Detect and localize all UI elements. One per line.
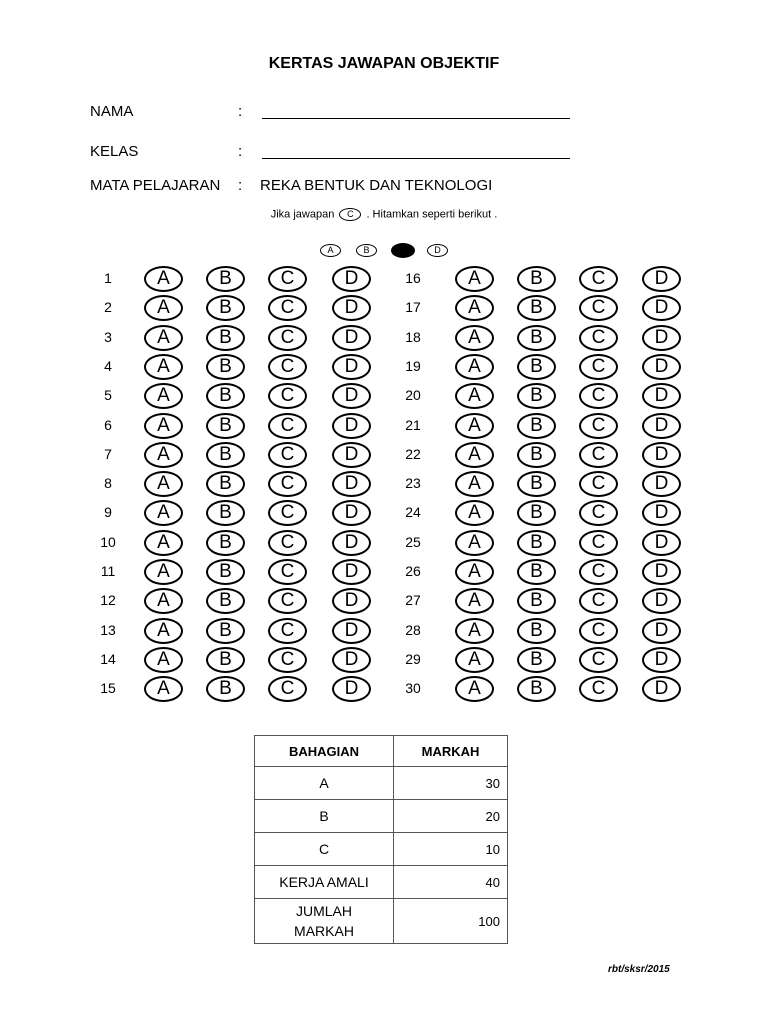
answer-bubble-a[interactable]: A (144, 442, 183, 468)
answer-bubble-b[interactable]: B (206, 442, 245, 468)
answer-bubble-d[interactable]: D (332, 354, 371, 380)
answer-bubble-c[interactable]: C (268, 354, 307, 380)
answer-bubble-c[interactable]: C (268, 559, 307, 585)
answer-bubble-b[interactable]: B (206, 383, 245, 409)
answer-bubble-b[interactable]: B (517, 588, 556, 614)
answer-bubble-d[interactable]: D (332, 413, 371, 439)
marks-value-cell: 100 (394, 899, 508, 944)
answer-bubble-c[interactable]: C (268, 295, 307, 321)
answer-bubble-d[interactable]: D (332, 559, 371, 585)
instruction-after: . Hitamkan seperti berikut . (366, 208, 498, 221)
answer-bubble-c[interactable]: C (268, 413, 307, 439)
answer-bubble-c[interactable]: C (268, 618, 307, 644)
answer-bubble-d[interactable]: D (642, 266, 681, 292)
marks-value-cell: 20 (394, 800, 508, 833)
answer-bubble-a[interactable]: A (144, 295, 183, 321)
answer-bubble-c[interactable]: C (268, 676, 307, 702)
marks-value-cell: 40 (394, 866, 508, 899)
question-number: 16 (405, 270, 421, 286)
class-label: KELAS (90, 143, 139, 160)
answer-bubble-a[interactable]: A (455, 559, 494, 585)
marks-section-cell: C (255, 833, 394, 866)
answer-bubble-b[interactable]: B (517, 618, 556, 644)
answer-bubble-d[interactable]: D (642, 647, 681, 673)
answer-bubble-c[interactable]: C (268, 383, 307, 409)
answer-bubble-b[interactable]: B (517, 647, 556, 673)
answer-bubble-b[interactable]: B (206, 588, 245, 614)
answer-bubble-a[interactable]: A (455, 266, 494, 292)
answer-bubble-c[interactable]: C (579, 266, 618, 292)
question-number: 17 (405, 299, 421, 316)
example-bubble-filled (391, 243, 415, 258)
name-label: NAMA (90, 103, 134, 120)
answer-bubble-b[interactable]: B (206, 266, 245, 292)
answer-bubble-b[interactable]: B (517, 266, 556, 292)
answer-bubble-a[interactable]: A (455, 325, 494, 351)
answer-bubble-a[interactable]: A (455, 500, 494, 526)
question-number: 30 (405, 680, 421, 697)
footer-code: rbt/sksr/2015 (608, 964, 670, 975)
answer-bubble-d[interactable]: D (642, 618, 681, 644)
marks-section-cell: A (255, 767, 394, 800)
answer-bubble-a[interactable]: A (455, 676, 494, 702)
answer-bubble-a[interactable]: A (455, 647, 494, 673)
answer-bubble-a[interactable]: A (144, 676, 183, 702)
question-number: 28 (405, 621, 421, 638)
answer-bubble-d[interactable]: D (642, 530, 681, 556)
answer-bubble-b[interactable]: B (517, 676, 556, 702)
subject-colon: : (238, 177, 243, 194)
answer-bubble-d[interactable]: D (332, 500, 371, 526)
answer-bubble-a[interactable]: A (144, 354, 183, 380)
answer-bubble-b[interactable]: B (206, 295, 245, 321)
answer-bubble-a[interactable]: A (144, 647, 183, 673)
name-field[interactable] (262, 118, 570, 119)
question-number: 22 (405, 445, 421, 462)
question-number: 24 (405, 504, 421, 521)
answer-bubble-a[interactable]: A (144, 413, 183, 439)
instruction-before: Jika jawapan (270, 208, 335, 221)
answer-bubble-d[interactable]: D (332, 588, 371, 614)
answer-bubble-a[interactable]: A (455, 383, 494, 409)
question-number: 6 (104, 416, 112, 433)
answer-bubble-b[interactable]: B (206, 647, 245, 673)
answer-bubble-a[interactable]: A (455, 618, 494, 644)
answer-bubble-a[interactable]: A (455, 354, 494, 380)
marks-section-cell: KERJA AMALI (255, 866, 394, 899)
answer-bubble-d[interactable]: D (642, 500, 681, 526)
answer-bubble-c[interactable]: C (579, 618, 618, 644)
answer-bubble-d[interactable]: D (332, 530, 371, 556)
answer-bubble-b[interactable]: B (517, 559, 556, 585)
answer-bubble-a[interactable]: A (144, 618, 183, 644)
question-number: 23 (405, 475, 421, 492)
answer-bubble-a[interactable]: A (455, 295, 494, 321)
answer-bubble-a[interactable]: A (144, 500, 183, 526)
answer-bubble-d[interactable]: D (332, 618, 371, 644)
answer-bubble-c[interactable]: C (579, 383, 618, 409)
answer-bubble-d[interactable]: D (332, 442, 371, 468)
question-number: 14 (100, 650, 116, 667)
answer-bubble-c[interactable]: C (268, 588, 307, 614)
answer-bubble-d[interactable]: D (332, 676, 371, 702)
question-number: 25 (405, 533, 421, 550)
answer-bubble-c[interactable]: C (579, 295, 618, 321)
question-number: 10 (100, 533, 116, 550)
answer-bubble-b[interactable]: B (206, 325, 245, 351)
answer-bubble-a[interactable]: A (455, 471, 494, 497)
class-colon: : (238, 143, 243, 160)
question-number: 19 (405, 357, 421, 374)
answer-bubble-b[interactable]: B (517, 442, 556, 468)
answer-bubble-d[interactable]: D (332, 266, 371, 292)
question-number: 18 (405, 328, 421, 345)
marks-section-cell: JUMLAH MARKAH (255, 899, 394, 944)
answer-bubble-d[interactable]: D (642, 676, 681, 702)
question-number: 5 (104, 387, 112, 404)
answer-bubble-a[interactable]: A (455, 442, 494, 468)
marks-value-cell: 10 (394, 833, 508, 866)
answer-bubble-c[interactable]: C (579, 676, 618, 702)
answer-bubble-c[interactable]: C (579, 442, 618, 468)
question-number: 11 (100, 563, 116, 579)
answer-bubble-c[interactable]: C (579, 471, 618, 497)
answer-bubble-b[interactable]: B (206, 559, 245, 585)
example-bubble-a: A (320, 244, 341, 257)
answer-bubble-c[interactable]: C (579, 647, 618, 673)
marks-table (254, 735, 508, 944)
marks-header-marks: MARKAH (394, 736, 508, 767)
question-number: 21 (405, 416, 421, 433)
question-number: 15 (100, 680, 116, 697)
answer-bubble-a[interactable]: A (455, 530, 494, 556)
marks-header-section: BAHAGIAN (255, 736, 394, 767)
answer-bubble-b[interactable]: B (517, 354, 556, 380)
answer-bubble-c[interactable]: C (579, 413, 618, 439)
answer-bubble-a[interactable]: A (455, 413, 494, 439)
answer-bubble-c[interactable]: C (268, 266, 307, 292)
answer-bubble-a[interactable]: A (144, 530, 183, 556)
question-number: 8 (104, 475, 112, 492)
marks-value-cell: 30 (394, 767, 508, 800)
answer-bubble-b[interactable]: B (517, 500, 556, 526)
page-title: KERTAS JAWAPAN OBJEKTIF (268, 55, 500, 72)
instruction (0, 208, 768, 221)
example-bubble-d: D (427, 244, 448, 257)
subject-value: REKA BENTUK DAN TEKNOLOGI (260, 177, 493, 194)
answer-bubble-a[interactable]: A (144, 588, 183, 614)
answer-bubble-d[interactable]: D (642, 354, 681, 380)
question-number: 13 (100, 621, 116, 638)
answer-bubble-b[interactable]: B (517, 471, 556, 497)
answer-bubble-c[interactable]: C (579, 325, 618, 351)
answer-bubble-d[interactable]: D (642, 442, 681, 468)
question-number: 20 (405, 387, 421, 404)
class-field[interactable] (262, 158, 570, 159)
answer-bubble-b[interactable]: B (517, 413, 556, 439)
answer-bubble-c[interactable]: C (579, 530, 618, 556)
answer-bubble-d[interactable]: D (332, 295, 371, 321)
answer-bubble-a[interactable]: A (144, 325, 183, 351)
answer-bubble-d[interactable]: D (332, 383, 371, 409)
answer-bubble-b[interactable]: B (206, 618, 245, 644)
example-choice-bubble: C (339, 208, 361, 221)
answer-bubble-d[interactable]: D (332, 647, 371, 673)
answer-bubble-a[interactable]: A (144, 471, 183, 497)
answer-bubble-c[interactable]: C (579, 559, 618, 585)
answer-bubble-d[interactable]: D (642, 325, 681, 351)
answer-bubble-c[interactable]: C (268, 471, 307, 497)
answer-bubble-c[interactable]: C (268, 325, 307, 351)
answer-bubble-d[interactable]: D (642, 295, 681, 321)
answer-bubble-c[interactable]: C (579, 588, 618, 614)
answer-bubble-d[interactable]: D (642, 383, 681, 409)
answer-bubble-c[interactable]: C (579, 354, 618, 380)
answer-bubble-b[interactable]: B (206, 676, 245, 702)
answer-bubble-a[interactable]: A (144, 383, 183, 409)
answer-bubble-c[interactable]: C (579, 500, 618, 526)
answer-bubble-d[interactable]: D (642, 588, 681, 614)
subject-label: MATA PELAJARAN (90, 177, 221, 194)
question-number: 3 (104, 328, 112, 345)
question-number: 29 (405, 650, 421, 667)
answer-bubble-c[interactable]: C (268, 500, 307, 526)
question-number: 12 (100, 592, 116, 609)
answer-bubble-d[interactable]: D (642, 471, 681, 497)
question-number: 1 (104, 270, 112, 286)
answer-bubble-d[interactable]: D (642, 413, 681, 439)
answer-bubble-b[interactable]: B (517, 295, 556, 321)
answer-bubble-a[interactable]: A (455, 588, 494, 614)
answer-bubble-d[interactable]: D (642, 559, 681, 585)
answer-bubble-b[interactable]: B (206, 530, 245, 556)
marks-section-cell: B (255, 800, 394, 833)
answer-bubble-d[interactable]: D (332, 471, 371, 497)
answer-bubble-c[interactable]: C (268, 442, 307, 468)
answer-bubble-b[interactable]: B (517, 325, 556, 351)
answer-bubble-a[interactable]: A (144, 559, 183, 585)
answer-bubble-d[interactable]: D (332, 325, 371, 351)
name-colon: : (238, 103, 243, 120)
question-number: 26 (405, 563, 421, 579)
question-number: 7 (104, 445, 112, 462)
question-number: 27 (405, 592, 421, 609)
answer-bubble-b[interactable]: B (206, 471, 245, 497)
answer-bubble-b[interactable]: B (206, 500, 245, 526)
question-number: 4 (104, 357, 112, 374)
answer-bubble-a[interactable]: A (144, 266, 183, 292)
answer-bubble-c[interactable]: C (268, 647, 307, 673)
answer-bubble-c[interactable]: C (268, 530, 307, 556)
answer-bubble-b[interactable]: B (206, 413, 245, 439)
answer-bubble-b[interactable]: B (206, 354, 245, 380)
question-number: 2 (104, 299, 112, 316)
answer-bubble-b[interactable]: B (517, 383, 556, 409)
question-number: 9 (104, 504, 112, 521)
answer-bubble-b[interactable]: B (517, 530, 556, 556)
example-bubble-b: B (356, 244, 377, 257)
